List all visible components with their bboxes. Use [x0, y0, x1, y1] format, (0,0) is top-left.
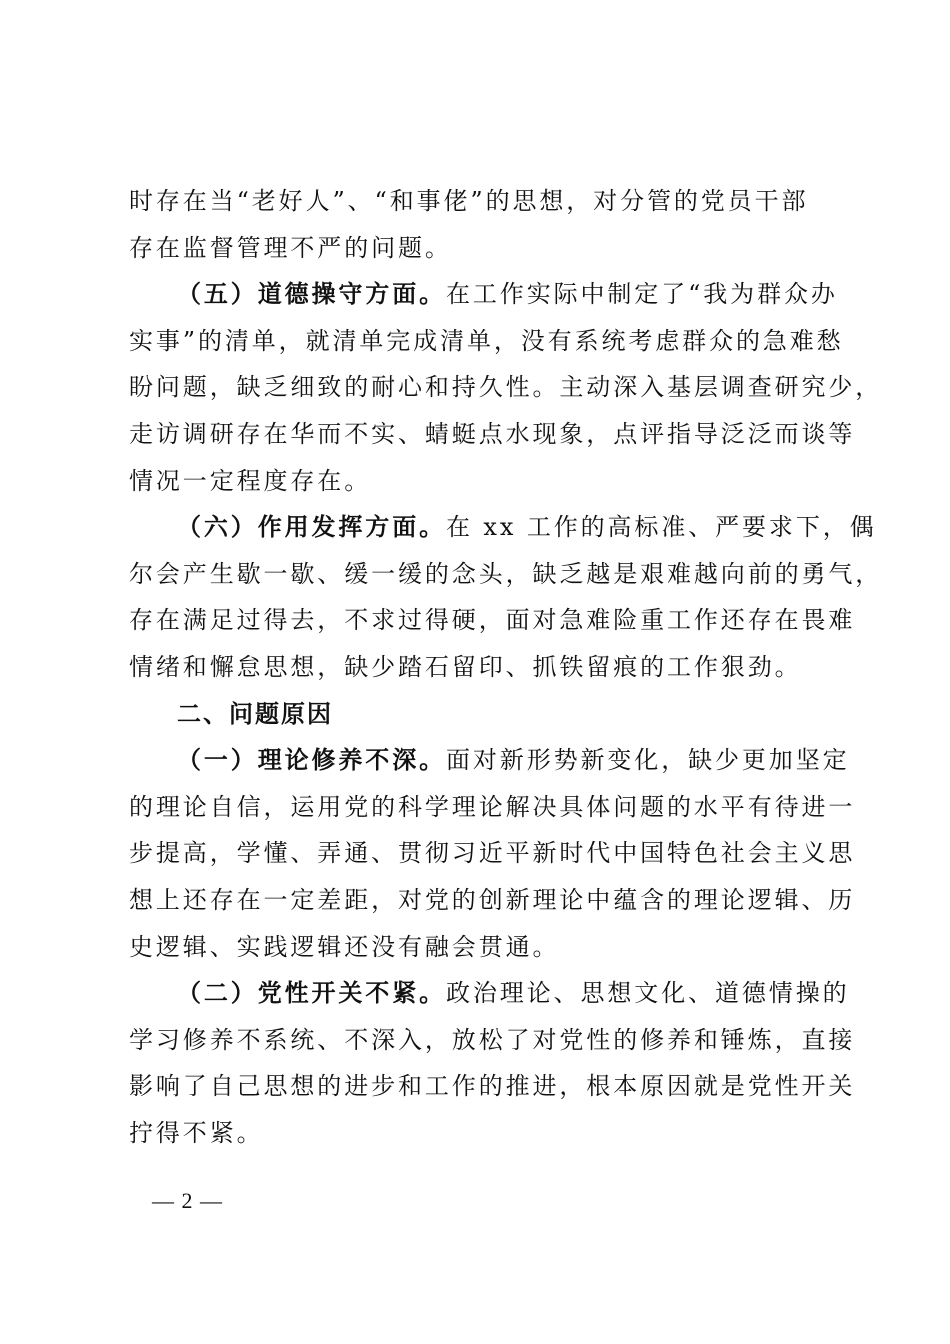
- section-heading: 二、问题原因: [177, 698, 333, 728]
- paragraph-6-text: 在 xx 工作的高标准、严要求下，偶: [446, 513, 877, 542]
- cause-1-text: 面对新形势新变化，缺少更加坚定: [446, 746, 850, 775]
- text-line: 的理论自信，运用党的科学理论解决具体问题的水平有待进一: [129, 792, 856, 821]
- cause-2-text: 政治理论、思想文化、道德情操的: [446, 979, 850, 1008]
- text-line: 步提高，学懂、弄通、贯彻习近平新时代中国特色社会主义思: [129, 839, 856, 868]
- text-line: 存在满足过得去，不求过得硬，面对急难险重工作还存在畏难: [129, 606, 856, 635]
- page-number: — 2 —: [152, 1188, 223, 1213]
- paragraph-5-text: 在工作实际中制定了“我为群众办: [446, 280, 838, 309]
- text-line: 存在监督管理不严的问题。: [129, 233, 452, 262]
- cause-2-title: （二）党性开关不紧。: [177, 978, 446, 1008]
- text-line: 想上还存在一定差距，对党的创新理论中蕴含的理论逻辑、历: [129, 885, 856, 914]
- document-body: [129, 178, 883, 1156]
- paragraph-5-title: （五）道德操守方面。: [177, 279, 446, 309]
- text-line: 走访调研存在华而不实、蜻蜓点水现象，点评指导泛泛而谈等: [129, 419, 856, 448]
- text-line: 情绪和懈怠思想，缺少踏石留印、抓铁留痕的工作狠劲。: [129, 652, 802, 681]
- text-line: 影响了自己思想的进步和工作的推进，根本原因就是党性开关: [129, 1072, 856, 1101]
- text-line: 史逻辑、实践逻辑还没有融会贯通。: [129, 932, 560, 961]
- text-line: 情况一定程度存在。: [129, 466, 372, 495]
- text-line: 盼问题，缺乏细致的耐心和持久性。主动深入基层调查研究少，: [129, 373, 883, 402]
- paragraph-5-first-line: [129, 271, 838, 318]
- cause-1-first-line: [129, 737, 850, 784]
- cause-1-title: （一）理论修养不深。: [177, 745, 446, 775]
- text-line: 实事”的清单，就清单完成清单，没有系统考虑群众的急难愁: [129, 326, 844, 355]
- text-line: 学习修养不系统、不深入，放松了对党性的修养和锤炼，直接: [129, 1025, 856, 1054]
- cause-2-first-line: [129, 970, 850, 1017]
- paragraph-6-first-line: [129, 504, 877, 551]
- text-line: 拧得不紧。: [129, 1118, 264, 1147]
- text-line: 尔会产生歇一歇、缓一缓的念头，缺乏越是艰难越向前的勇气，: [129, 559, 883, 588]
- paragraph-6-title: （六）作用发挥方面。: [177, 512, 446, 542]
- text-line: 时存在当“老好人”、“和事佬”的思想，对分管的党员干部: [129, 187, 809, 215]
